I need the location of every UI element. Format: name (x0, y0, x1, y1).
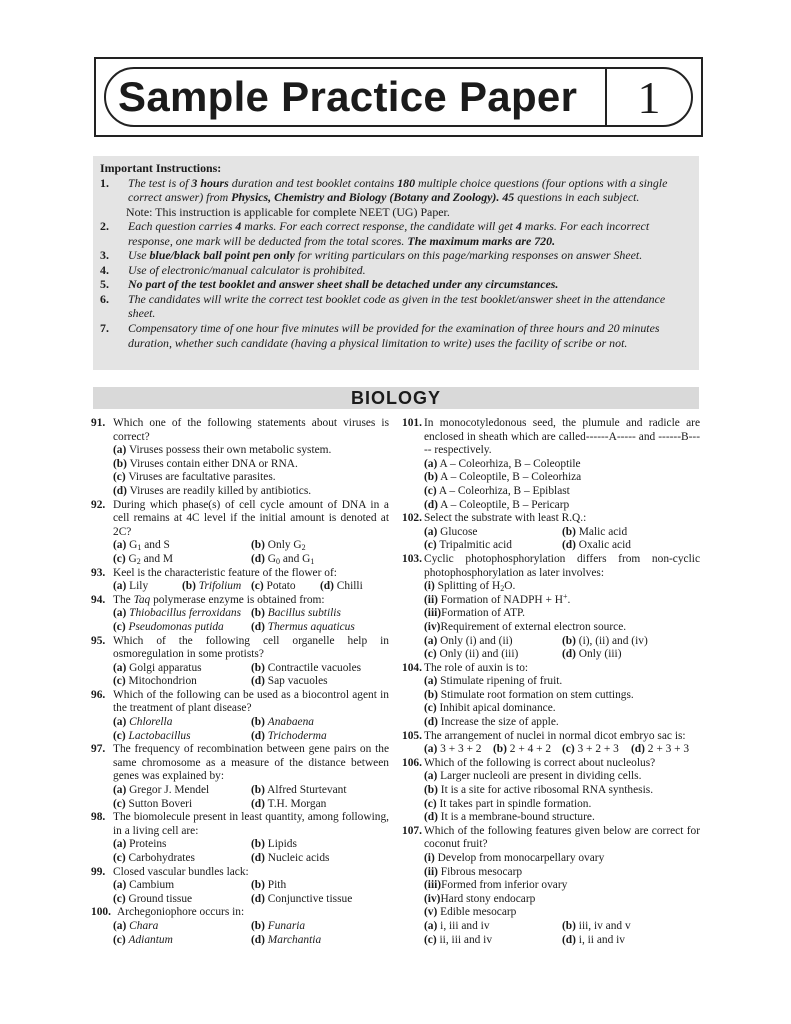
option: (b) A – Coleoptile, B – Coleorhiza (424, 471, 582, 484)
option-row (91, 730, 389, 744)
option-row (402, 539, 700, 553)
option-row (91, 621, 389, 635)
statement: (iii)Formation of ATP. (424, 607, 525, 620)
instruction-item: 5. No part of the test booklet and answer sheet shall be detached under any circumstances. (100, 277, 559, 292)
option: (b) Contractile vacuoles (251, 661, 362, 674)
instruction-item: 4. Use of electronic/manual calculator is prohibited. (100, 262, 366, 277)
option: (b) Bacillus subtilis (251, 607, 341, 620)
option: (c) 3 + 2 + 3 (562, 743, 619, 756)
option: (d) Trichoderma (251, 729, 327, 742)
question: 98. The biomolecule present in least quantity, among following, in a living cell are: (91, 811, 389, 837)
question: 93. Keel is the characteristic feature of the flower of: (91, 566, 337, 579)
option: (d) Nucleic acids (251, 852, 330, 864)
page-title: Sample Practice Paper (118, 73, 578, 120)
instruction-item: 6. The candidates will write the correct test booklet code as given in the test booklet/answer sheet in the attendance sheet. (100, 292, 691, 321)
question: 101. In monocotyledonous seed, the plumule and radicle are enclosed in sheath which are called------A----- and ------B----- respectively. (402, 417, 700, 457)
option: (c) Mitochondrion (113, 675, 197, 688)
option: (a) Viruses possess their own metabolic system. (113, 444, 332, 457)
question: 103. Cyclic photophosphorylation differs from non-cyclic photophosphorylation as later involves: (402, 552, 700, 579)
option: (a) Stimulate ripening of fruit. (424, 675, 563, 688)
statement: (iii)Formed from inferior ovary (424, 879, 568, 892)
option-row (91, 553, 389, 567)
statement: (ii) Formation of NADPH + H+. (424, 591, 571, 606)
option: (b) (i), (ii) and (iv) (562, 634, 648, 647)
instruction-item: 2. Each question carries 4 marks. For each correct response, the candidate will get 4 marks. For each incorrect response, one mark will be deducted from the total scores. The maximum marks are 720. (100, 219, 691, 248)
option-row (91, 852, 389, 866)
instructions-heading: Important Instructions: (100, 161, 222, 175)
option: (b) Pith (251, 879, 287, 892)
left-column (91, 417, 389, 947)
option: (c) A – Coleorhiza, B – Epiblast (424, 484, 570, 497)
option-row (91, 607, 389, 621)
option: (c) Only (ii) and (iii) (424, 648, 519, 661)
option: (d) T.H. Morgan (251, 797, 327, 810)
option: (a) Lily (113, 580, 149, 593)
option: (b) Trifolium (182, 580, 242, 593)
option: (d) Increase the size of apple. (424, 716, 559, 729)
option: (b) Stimulate root formation on stem cuttings. (424, 688, 634, 701)
option: (d) Marchantia (251, 933, 322, 946)
option-row (91, 716, 389, 730)
option-row (402, 934, 700, 948)
option: (d) It is a membrane-bound structure. (424, 811, 595, 824)
option: (a) Only (i) and (ii) (424, 634, 513, 647)
question: 106. Which of the following is correct about nucleolus? (402, 756, 656, 769)
option: (d) Viruses are readily killed by antibiotics. (113, 484, 312, 497)
right-column (402, 417, 700, 947)
option: (a) 3 + 3 + 2 (424, 743, 482, 756)
option-row (402, 920, 700, 934)
option: (a) Thiobacillus ferroxidans (113, 607, 242, 620)
statement: (iv)Requirement of external electron source. (424, 620, 627, 633)
option-row (91, 662, 389, 676)
statement: (iv)Hard stony endocarp (424, 892, 536, 905)
question: 99. Closed vascular bundles lack: (91, 865, 249, 878)
instruction-text: Use blue/black ball point pen only for writing particulars on this page/marking responses on answer Sheet. (128, 248, 643, 263)
option: (c) Adiantum (113, 933, 173, 946)
option-row (91, 934, 389, 948)
statement: (i) Develop from monocarpellary ovary (424, 852, 605, 864)
option-row (91, 675, 389, 689)
option: (a) A – Coleorhiza, B – Coleoptile (424, 457, 581, 470)
question: 96. Which of the following can be used as a biocontrol agent in the treatment of plant disease? (91, 688, 389, 715)
question: 102. Select the substrate with least R.Q.: (402, 512, 587, 525)
question: 104. The role of auxin is to: (402, 661, 529, 674)
option-row (91, 920, 389, 934)
option: (d) Oxalic acid (562, 539, 631, 552)
question: 105. The arrangement of nuclei in normal dicot embryo sac is: (402, 729, 686, 742)
option: (d) Chilli (320, 580, 363, 593)
option-row (402, 526, 700, 540)
option: (a) $G_1$ and S (113, 539, 170, 553)
instruction-text: Compensatory time of one hour five minutes will be provided for the examination of three hours and 20 minutes duration, whether such candidate (having a physical limitation to write) uses the facility of scribe or not. (128, 321, 660, 350)
question: 91. Which one of the following statements about viruses is correct? (91, 417, 389, 443)
option: (c) Tripalmitic acid (424, 539, 512, 552)
option: (b) Only $G_2$ (251, 539, 306, 553)
option: (c) Carbohydrates (113, 852, 195, 864)
option: (d) Conjunctive tissue (251, 892, 353, 905)
option: (d) A – Coleoptile, B – Pericarp (424, 498, 570, 511)
option: (b) Malic acid (562, 525, 628, 538)
option: (d) $G_0$ and $G_1$ (251, 552, 315, 566)
question: 95. Which of the following cell organelle help in osmoregulation in some protists? (91, 634, 389, 661)
question: 92. During which phase(s) of cell cycle amount of DNA in a cell remains at 4C level if the initial amount is denoted at 2C? (91, 498, 389, 538)
option: (b) Funaria (251, 919, 306, 932)
option-row (91, 838, 389, 852)
instruction-text: The test is of 3 hours duration and test booklet contains 180 multiple choice questions (four options with a single correct answer) from Physics, Chemistry and Biology (Botany and Zoology). 45 questions in each subject. (128, 175, 668, 205)
title-frame (94, 57, 703, 137)
option: (a) i, iii and iv (424, 919, 490, 932)
option-row (91, 879, 389, 893)
statement: (i) Splitting of $H_2O$. (424, 580, 516, 594)
option: (c) Inhibit apical dominance. (424, 702, 556, 715)
paper-number: 1 (637, 71, 661, 123)
instruction-text: The candidates will write the correct test booklet code as given in the test booklet/answer sheet in the attendance sheet. (128, 291, 666, 321)
option: (a) Cambium (113, 879, 175, 892)
option: (b) iii, iv and v (562, 919, 631, 932)
option: (d) Sap vacuoles (251, 675, 328, 688)
instruction-note: Note: This instruction is applicable for complete NEET (UG) Paper. (126, 204, 450, 219)
statement: (ii) Fibrous mesocarp (424, 865, 523, 878)
instructions-box (93, 156, 699, 370)
option: (a) Larger nucleoli are present in dividing cells. (424, 770, 642, 783)
option-row (91, 798, 389, 812)
option: (d) Only (iii) (562, 648, 622, 661)
option: (c) It takes part in spindle formation. (424, 797, 592, 810)
instruction-text: No part of the test booklet and answer sheet shall be detached under any circumstances. (128, 277, 559, 292)
option: (c) Lactobacillus (113, 729, 191, 742)
title-box (104, 67, 693, 127)
question: 94. The Taq polymerase enzyme is obtained from: (91, 593, 325, 606)
section-heading: BIOLOGY (93, 387, 699, 409)
option: (c) ii, iii and iv (424, 933, 493, 946)
option: (d) 2 + 3 + 3 (631, 743, 690, 756)
option: (c) Pseudomonas putida (113, 620, 224, 633)
option: (b) Lipids (251, 838, 297, 851)
option-row (91, 539, 389, 553)
option: (c) Potato (251, 580, 296, 593)
option: (c) Ground tissue (113, 892, 193, 905)
option: (a) Proteins (113, 838, 167, 851)
question: 97. The frequency of recombination between gene pairs on the same chromosome as a measure of the distance between genes was explained by: (91, 743, 389, 783)
option: (b) 2 + 4 + 2 (493, 743, 552, 756)
option-row (91, 893, 389, 907)
option: (b) Alfred Sturtevant (251, 784, 347, 797)
instruction-text: Use of electronic/manual calculator is prohibited. (128, 262, 366, 277)
option: (c) $G_2$ and M (113, 552, 174, 566)
option-row (402, 743, 700, 757)
option-row (402, 648, 700, 662)
option: (d) Thermus aquaticus (251, 620, 355, 633)
option-row (91, 784, 389, 798)
option: (c) Sutton Boveri (113, 797, 193, 810)
option: (b) Viruses contain either DNA or RNA. (113, 457, 298, 470)
option: (c) Viruses are facultative parasites. (113, 471, 276, 484)
option: (a) Golgi apparatus (113, 661, 202, 674)
option: (a) Chara (113, 919, 159, 932)
instruction-item: 7. Compensatory time of one hour five minutes will be provided for the examination of three hours and 20 minutes duration, whether such candidate (having a physical limitation to write) uses the facility of scribe or not. (100, 321, 691, 350)
option-row (402, 635, 700, 649)
question: 107. Which of the following features given below are correct for coconut fruit? (402, 824, 700, 851)
instruction-text: Each question carries 4 marks. For each correct response, the candidate will get 4 marks. For each incorrect response, one mark will be deducted from the total scores. The maximum marks are 720. (128, 219, 650, 248)
statement: (v) Edible mesocarp (424, 906, 517, 919)
option: (a) Gregor J. Mendel (113, 784, 210, 797)
instruction-item: 3. Use blue/black ball point pen only for writing particulars on this page/marking responses on answer Sheet. (100, 248, 643, 263)
option-row (91, 580, 389, 594)
option: (a) Chlorella (113, 716, 173, 729)
option: (b) It is a site for active ribosomal RNA synthesis. (424, 784, 654, 797)
option: (b) Anabaena (251, 716, 314, 729)
question: 100. Archegoniophore occurs in: (91, 906, 245, 919)
option: (d) i, ii and iv (562, 933, 625, 946)
option: (a) Glucose (424, 525, 478, 538)
instruction-item: 1. The test is of 3 hours duration and test booklet contains 180 multiple choice questions (four options with a single correct answer) from Physics, Chemistry and Biology (Botany and Zoology). 45 questions in each subject. (100, 176, 691, 205)
